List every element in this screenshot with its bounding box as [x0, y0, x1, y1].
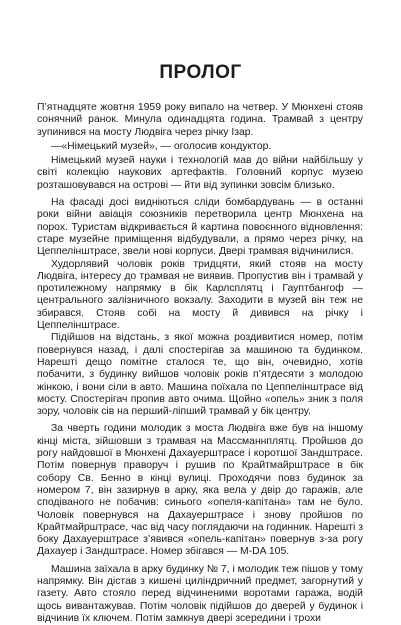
chapter-title: ПРОЛОГ	[159, 62, 242, 83]
paragraph-8: Машина заїхала в арку будинку № 7, і молодик теж пішов у тому напрямку. Він дістав з кишені циліндричний предмет, загорнутий у газету. Авто стояло перед відчиненими воротами гаража, водій щось вивантажував. Потім чоловік підійшов до дверей у будинок і відчинив їх ключем. Потім замкнув двері зсередини і трохи	[37, 563, 363, 624]
paragraph-5: Худорлявий чоловік років тридцяти, який стояв на мосту Людвіга, інтересу до трамвая не виявив. Пропустив він і трамвай у протилежному напрямку в бік Карлсплятц і Гауптбангоф — центрального залізничного вокзалу. Заходити в музей він теж не збирався. Стояв собі на мосту й дивився на річку і Цеппелінштрасе.	[37, 258, 363, 332]
paragraph-4: На фасаді досі видніються сліди бомбардувань — в останні роки війни авіація союзників перетворила центр Мюнхена на порох. Туристам відкривається й картина повоєнного відновлення: старе музейне приміщення відбудували, а прямо через річку, на Цеппелінштрасе, звели нові корпуси. Двері трамвая відчинилися.	[37, 197, 363, 258]
paragraph-3: Німецький музей науки і технологій мав до війни найбільшу у світі колекцію наукових артефактів. Головний корпус музею розташовувався на острові — йти від зупинки зовсім близько.	[37, 155, 363, 191]
paragraph-2: —«Німецький музей», — оголосив кондуктор.	[51, 140, 272, 152]
paragraph-7: За чверть години молодик з моста Людвіга вже був на іншому кінці міста, зійшовши з трамвая на Массманнплятц. Пройшов до рогу найдовшої в Мюнхені Дахауерштрасе і коротшої Зандштрасе. Потім повернув праворуч і рушив по Крайтмайрштрасе в бік собору Св. Бенно в кінці вулиці. Проходячи повз будинок за номером 7, він зазирнув в арку, яка вела у двір до гаражів, але сподіваного не побачив: синього «опеля-капітана» там не було. Чоловік повернувся на Дахауерштрасе і знову пройшов по Крайтмайрштрасе, час від часу поглядаючи на годинник. Нарешті з боку Дахауерштрасе з’явився «опель-капітан» повернув з-за рогу Дахауер і Зандштрасе. Номер збігався — M-DA 105.	[37, 423, 363, 558]
paragraph-1: П’ятнадцяте жовтня 1959 року випало на четвер. У Мюнхені стояв сонячний ранок. Минула одинадцята година. Трамвай з центру зупинився на мосту Людвіга через річку Ізар.	[37, 102, 363, 138]
body-text	[37, 102, 363, 625]
paragraph-6: Підійшов на відстань, з якої можна роздивитися номер, потім повернувся назад, і далі спостерігав за машиною та будинком. Нарешті дещо помітне сталося те, що він, очевидно, хотів побачити, з будинку вийшов чоловік років п’ятдесяти з молодою жінкою, і вони сіли в авто. Машина поїхала по Цеппелінштрасе від мосту. Спостерігач пропив авто очима. Щойно «опель» зник з поля зору, чоловік сів на перший-ліпший трамвай у бік центру.	[37, 332, 363, 418]
